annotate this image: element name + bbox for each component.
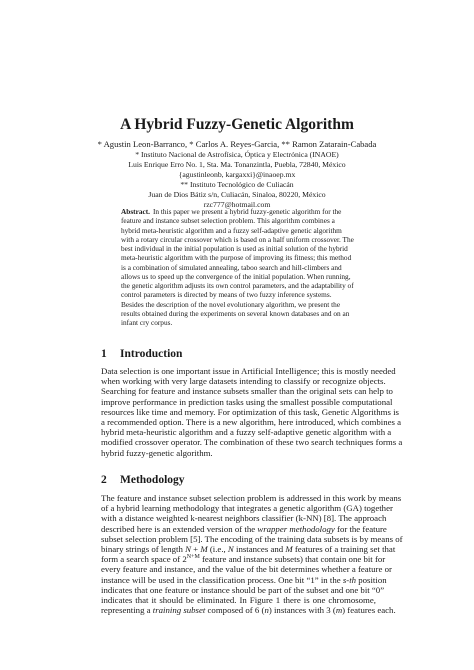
abstract-line: hybrid meta-heuristic algorithm and a fuzzy self-adaptive genetic algorithm (121, 225, 342, 235)
abstract-line: Besides the description of the novel evolutionary algorithm, we present the (121, 299, 341, 309)
body-line: Searching for feature and instance subsets smaller than the original sets can help to (101, 386, 393, 397)
body-line: a recommended option. There is a new algorithm, here introduced, which combines a (101, 416, 402, 427)
body-line: subset selection problem [5]. The encoding of the training data subsets is by means of (101, 533, 403, 544)
affiliation-line: ** Instituto Tecnológico de Culiacán (180, 180, 294, 189)
affiliation-line: Juan de Dios Bátiz s/n, Culiacán, Sinaloa, 80220, México (148, 190, 326, 199)
abstract-line: feature and instance subset selection problem. This algorithm combines a (121, 216, 335, 226)
abstract-line: best individual in the initial population is used as initial solution of the hybrid (121, 244, 348, 253)
italic-term: wrapper methodology (257, 523, 335, 534)
abstract-line: allows us to speed up the convergence of the initial population. When running, (121, 271, 351, 281)
body-line: resources like time and memory. For optimization of this task, Genetic Algorithms is (101, 406, 399, 417)
body-line: indicates that it should be eliminated. In Figure 1 there is one chromosome, (101, 594, 376, 605)
affiliation-email: {agustinleonb, kargaxxi}@inaoep.mx (178, 170, 296, 179)
abstract-line: infant cry corpus. (121, 318, 173, 327)
affiliation-line: * Instituto Nacional de Astrofísica, Óptica y Electrónica (INAOE) (135, 150, 339, 159)
body-line: described here is an extended version of the wrapper methodology for the feature (101, 523, 387, 534)
body-line: hybrid meta-heuristic algorithm and a fuzzy self-adaptive genetic algorithm with a (101, 427, 392, 438)
abstract-line: the genetic algorithm adjusts its own control parameters, and the adaptability of (121, 281, 354, 290)
body-line: improve performance in prediction tasks using the smallest possible computational (101, 396, 393, 407)
author-list: * Agustin Leon-Barranco, * Carlos A. Reyes-Garcia, ** Ramon Zatarain-Cabada (97, 139, 377, 149)
paper-title: A Hybrid Fuzzy-Genetic Algorithm (120, 116, 354, 133)
section-title: Introduction (120, 348, 183, 360)
body-line: when working with very large datasets intending to classify or recognize objects. (101, 376, 386, 387)
body-line: representing a training subset composed of 6 (n) instances with 3 (m) features each. (101, 605, 396, 616)
affiliation-line: Luis Enrique Erro No. 1, Sta. Ma. Tonanzintla, Puebla, 72840, México (128, 160, 346, 169)
section-number: 1 (101, 348, 107, 360)
abstract-line: meta-heuristic algorithm with the purpose of improving its fitness; this method (121, 253, 352, 263)
superscript: N+M (186, 554, 200, 561)
introduction-text (101, 366, 403, 458)
abstract-line: is a combination of simulated annealing, taboo search and hill-climbers and (121, 262, 342, 272)
body-line: of a hybrid learning methodology that integrates a genetic algorithm (GA) together (101, 503, 393, 514)
section-number: 2 (101, 474, 107, 486)
section-title: Methodology (120, 474, 185, 486)
abstract-line: with a rotary circular crossover which is based on a half uniform crossover. The (121, 234, 354, 244)
affiliation-email: rzc777@hotmail.com (203, 200, 271, 209)
body-line: instance will be used in the classification process. One bit “1” in the s-th position (101, 574, 387, 585)
abstract-line: results obtained during the experiments on several known databases and on an (121, 308, 350, 318)
abstract (121, 207, 356, 327)
body-line: every feature and instance, and the value of the bit determines whether a feature or (101, 564, 392, 575)
section-heading-methodology (101, 473, 185, 487)
body-line: with a distance weighted k-nearest neighbors classifier (k-NN) [8]. The approach (101, 513, 387, 524)
abstract-line: control parameters is directed by means of two fuzzy inference systems. (121, 290, 332, 300)
body-line: The feature and instance subset selection problem is addressed in this work by means (101, 493, 402, 503)
abstract-label: Abstract. (121, 207, 150, 216)
body-line: indicates that one feature or instance should be part of the subset and one bit “0” (101, 584, 385, 595)
body-line: hybrid fuzzy-genetic algorithm. (101, 447, 213, 458)
methodology-text (101, 493, 403, 616)
body-line: form a search space of $2^{N+M}$ feature and instance subsets) that contain one bit for (101, 554, 386, 565)
body-line: binary strings of length N + M (i.e., N instances and M features of a training set that (101, 543, 396, 554)
italic-term: training subset (152, 605, 206, 616)
body-line: modified crossover operator. The combination of these two search techniques forms a (101, 437, 403, 448)
abstract-line: Abstract. In this paper we present a hybrid fuzzy-genetic algorithm for the (121, 207, 342, 216)
body-line: Data selection is one important issue in Artificial Intelligence; this is mostly needed (101, 366, 396, 376)
section-heading-introduction (101, 347, 182, 361)
